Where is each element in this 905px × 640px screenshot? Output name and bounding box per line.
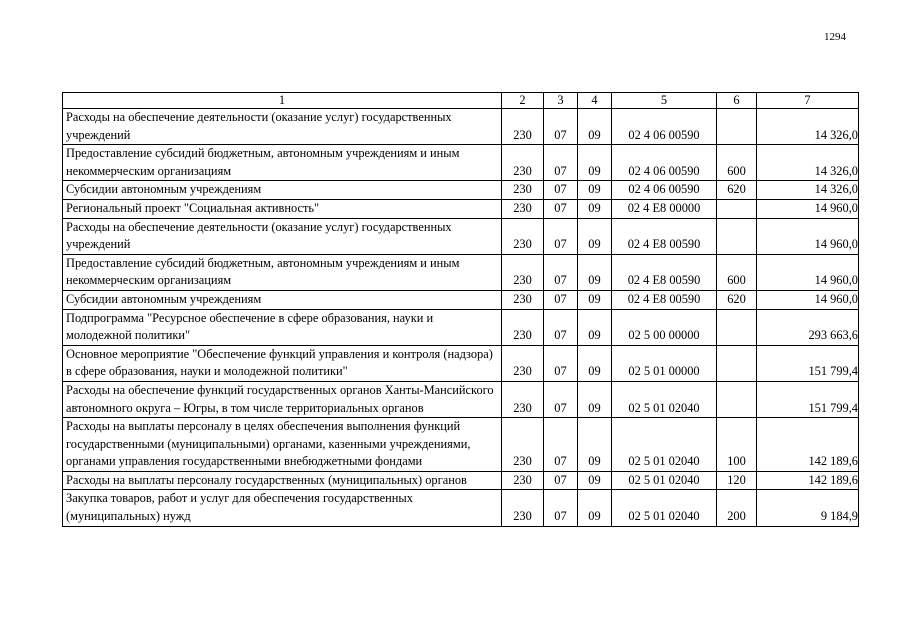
row-name: Предоставление субсидий бюджетным, автономным учреждениям и иным некоммерческим организациям — [63, 145, 502, 181]
cell-expense-type — [717, 309, 757, 345]
row-name: Субсидии автономным учреждениям — [63, 181, 502, 200]
cell-section: 07 — [544, 199, 578, 218]
cell-subsection: 09 — [578, 345, 612, 381]
header-row — [63, 93, 859, 109]
cell-expense-type — [717, 345, 757, 381]
row-name: Расходы на обеспечение деятельности (оказание услуг) государственных учреждений — [63, 109, 502, 145]
cell-admin-code: 230 — [502, 109, 544, 145]
column-header: 7 — [757, 93, 859, 109]
table-row — [63, 254, 859, 290]
table-row — [63, 471, 859, 490]
cell-expense-type — [717, 199, 757, 218]
cell-admin-code: 230 — [502, 345, 544, 381]
column-header: 3 — [544, 93, 578, 109]
table-row — [63, 199, 859, 218]
cell-subsection: 09 — [578, 254, 612, 290]
cell-section: 07 — [544, 290, 578, 309]
cell-section: 07 — [544, 345, 578, 381]
cell-target-article: 02 4 06 00590 — [612, 109, 717, 145]
cell-section: 07 — [544, 181, 578, 200]
cell-amount: 14 960,0 — [757, 218, 859, 254]
table-row — [63, 290, 859, 309]
row-name: Субсидии автономным учреждениям — [63, 290, 502, 309]
table-row — [63, 145, 859, 181]
cell-subsection: 09 — [578, 181, 612, 200]
cell-section: 07 — [544, 109, 578, 145]
cell-subsection: 09 — [578, 218, 612, 254]
cell-admin-code: 230 — [502, 218, 544, 254]
cell-subsection: 09 — [578, 109, 612, 145]
table-row — [63, 218, 859, 254]
row-name: Региональный проект "Социальная активность" — [63, 199, 502, 218]
table-row — [63, 490, 859, 526]
row-name: Расходы на выплаты персоналу государственных (муниципальных) органов — [63, 471, 502, 490]
cell-target-article: 02 4 E8 00590 — [612, 254, 717, 290]
cell-amount: 14 326,0 — [757, 145, 859, 181]
cell-subsection: 09 — [578, 381, 612, 417]
cell-expense-type: 600 — [717, 145, 757, 181]
cell-admin-code: 230 — [502, 309, 544, 345]
cell-target-article: 02 4 E8 00590 — [612, 218, 717, 254]
cell-admin-code: 230 — [502, 471, 544, 490]
cell-amount: 142 189,6 — [757, 471, 859, 490]
cell-amount: 14 960,0 — [757, 290, 859, 309]
cell-target-article: 02 5 01 02040 — [612, 381, 717, 417]
cell-target-article: 02 5 00 00000 — [612, 309, 717, 345]
column-header: 1 — [63, 93, 502, 109]
cell-target-article: 02 5 01 00000 — [612, 345, 717, 381]
row-name: Расходы на обеспечение функций государственных органов Ханты-Мансийского автономного округа – Югры, в том числе территориальных органов — [63, 381, 502, 417]
cell-target-article: 02 4 06 00590 — [612, 181, 717, 200]
row-name: Расходы на обеспечение деятельности (оказание услуг) государственных учреждений — [63, 218, 502, 254]
cell-subsection: 09 — [578, 471, 612, 490]
cell-amount: 14 326,0 — [757, 181, 859, 200]
cell-expense-type — [717, 218, 757, 254]
column-header: 2 — [502, 93, 544, 109]
cell-section: 07 — [544, 490, 578, 526]
cell-section: 07 — [544, 418, 578, 472]
column-header: 5 — [612, 93, 717, 109]
cell-amount: 151 799,4 — [757, 381, 859, 417]
column-header: 6 — [717, 93, 757, 109]
row-name: Расходы на выплаты персоналу в целях обеспечения выполнения функций государственными (муниципальными) органами, казенными учреждениями, органами управления государственными внебюджетными фондами — [63, 418, 502, 472]
cell-target-article: 02 5 01 02040 — [612, 490, 717, 526]
cell-expense-type — [717, 381, 757, 417]
cell-amount: 293 663,6 — [757, 309, 859, 345]
cell-subsection: 09 — [578, 290, 612, 309]
row-name: Предоставление субсидий бюджетным, автономным учреждениям и иным некоммерческим организациям — [63, 254, 502, 290]
table-row — [63, 381, 859, 417]
row-name: Закупка товаров, работ и услуг для обеспечения государственных (муниципальных) нужд — [63, 490, 502, 526]
cell-section: 07 — [544, 145, 578, 181]
cell-admin-code: 230 — [502, 290, 544, 309]
cell-admin-code: 230 — [502, 181, 544, 200]
cell-admin-code: 230 — [502, 381, 544, 417]
budget-table — [62, 92, 859, 527]
cell-subsection: 09 — [578, 199, 612, 218]
row-name: Подпрограмма "Ресурсное обеспечение в сфере образования, науки и молодежной политики" — [63, 309, 502, 345]
cell-admin-code: 230 — [502, 145, 544, 181]
cell-section: 07 — [544, 309, 578, 345]
page-number: 1294 — [824, 31, 846, 43]
cell-amount: 14 326,0 — [757, 109, 859, 145]
cell-admin-code: 230 — [502, 418, 544, 472]
table-row — [63, 345, 859, 381]
cell-amount: 14 960,0 — [757, 254, 859, 290]
cell-expense-type: 620 — [717, 290, 757, 309]
cell-expense-type: 120 — [717, 471, 757, 490]
cell-admin-code: 230 — [502, 254, 544, 290]
cell-amount: 14 960,0 — [757, 199, 859, 218]
cell-subsection: 09 — [578, 418, 612, 472]
cell-target-article: 02 5 01 02040 — [612, 471, 717, 490]
cell-expense-type — [717, 109, 757, 145]
cell-section: 07 — [544, 381, 578, 417]
cell-target-article: 02 5 01 02040 — [612, 418, 717, 472]
cell-section: 07 — [544, 218, 578, 254]
cell-target-article: 02 4 06 00590 — [612, 145, 717, 181]
table-row — [63, 418, 859, 472]
cell-target-article: 02 4 E8 00590 — [612, 290, 717, 309]
cell-section: 07 — [544, 254, 578, 290]
column-header: 4 — [578, 93, 612, 109]
cell-amount: 9 184,9 — [757, 490, 859, 526]
cell-subsection: 09 — [578, 490, 612, 526]
cell-amount: 151 799,4 — [757, 345, 859, 381]
cell-subsection: 09 — [578, 309, 612, 345]
cell-expense-type: 100 — [717, 418, 757, 472]
cell-subsection: 09 — [578, 145, 612, 181]
cell-amount: 142 189,6 — [757, 418, 859, 472]
cell-admin-code: 230 — [502, 490, 544, 526]
cell-expense-type: 600 — [717, 254, 757, 290]
cell-expense-type: 200 — [717, 490, 757, 526]
cell-target-article: 02 4 E8 00000 — [612, 199, 717, 218]
table-row — [63, 109, 859, 145]
table-row — [63, 309, 859, 345]
cell-admin-code: 230 — [502, 199, 544, 218]
table-row — [63, 181, 859, 200]
cell-section: 07 — [544, 471, 578, 490]
cell-expense-type: 620 — [717, 181, 757, 200]
row-name: Основное мероприятие "Обеспечение функций управления и контроля (надзора) в сфере образования, науки и молодежной политики" — [63, 345, 502, 381]
